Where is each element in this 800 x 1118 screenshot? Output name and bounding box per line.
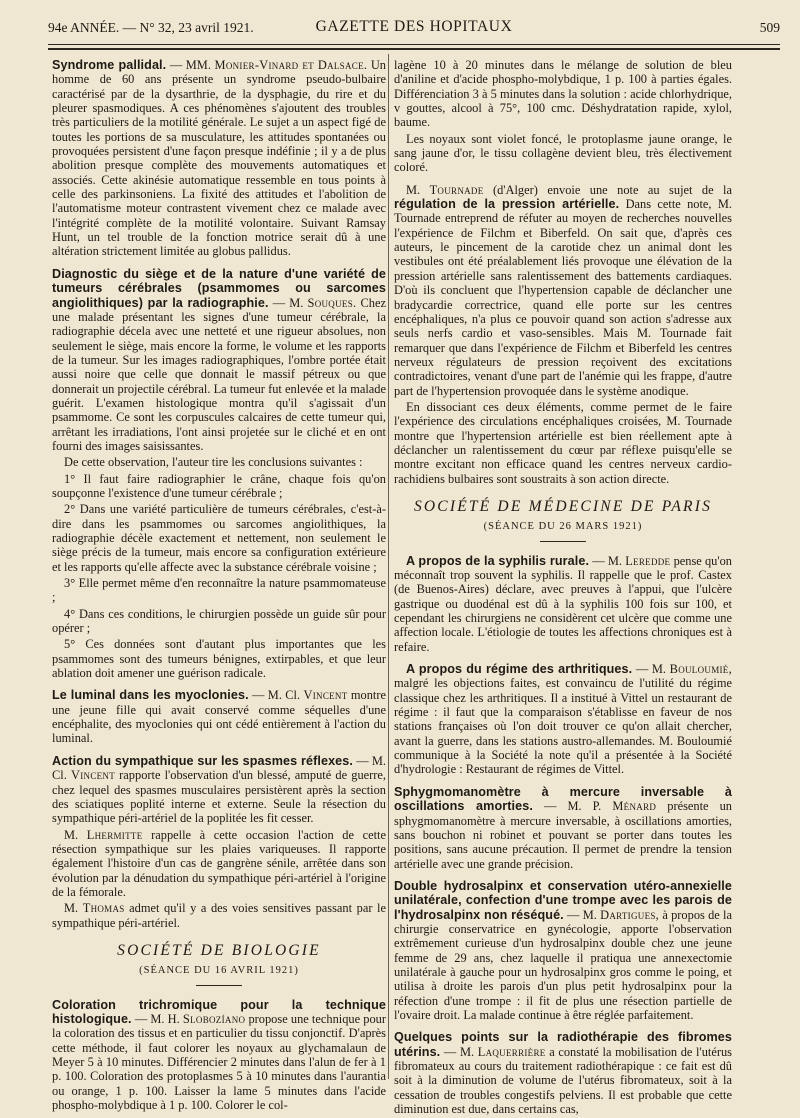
paragraph: De cette observation, l'auteur tire les conclusions suivantes : [64, 455, 363, 470]
article-title: régulation de la pression artérielle. [394, 197, 620, 212]
conclusion-2: 2° Dans une variété particulière de tumeurs cérébrales, c'est-à-dire dans les psammomes ou sarcomes angiolithiques, la radiographie décèle exactement et nettement, non seulement le siège précis de la tumeur, mais encore sa configuration extérieure et les rapports qu'elle affecte avec la substance cérébrale voisine ; [52, 502, 386, 574]
article-title: Syndrome pallidal. [52, 58, 167, 72]
seance-date: (SÉANCE DU 26 MARS 1921) [483, 521, 643, 533]
paragraph: lagène 10 à 20 minutes dans le mélange de solution de bleu d'aniline et d'acide phospho-molybdique, 1 p. 100 à parties égales. Différenciation 3 à 5 minutes dans la solution : acide chlorhydrique, v gouttes, alcool à 75°, 100 cmc. Déshydratation rapide, xylol, baume. [394, 58, 732, 130]
article-tumeurs-cerebrales: Diagnostic du siège et de la nature d'une variété de tumeurs cérébrales (psammomes ou sarcomes angiolithiques) par la radiographie. — M. Souques. Chez une malade présentant les signes d'une tumeur cérébrale, la radiographie décela avec une netteté et une rigueur absolues, non seulement le siège, mais encore la forme, le volume et les rapports de la tumeur. Sur les images radiographiques, l'ombre portée était aussi noire que celle que donnait le massif pétreux ou que donnerait un projectile cérébral. La tumeur fut enlevée et la malade guérit. L'examen histologique montra qu'il s'agissait d'un psammome. Ce sont les corpuscules calcaires de cette tumeur qui, arrêtant les irradiations, l'ont ainsi projetée sur le cliché et en ont fourni des images saisissantes. [52, 266, 386, 453]
journal-title: GAZETTE DES HOPITAUX [315, 18, 513, 35]
conclusion-4: 4° Dans ces conditions, le chirurgien possède un guide sûr pour opérer ; [52, 606, 386, 636]
author: Souques. [307, 295, 357, 310]
author: Laquerrière [477, 1044, 546, 1059]
conclusion-5: 5° Ces données sont d'autant plus importantes que les psammomes sont des tumeurs bénignes, extirpables, et que leur ablation doit amener une guérison radicale. [52, 637, 386, 681]
section-rule [196, 985, 242, 986]
article-title: Coloration trichromique pour la technique histologique. [52, 997, 386, 1026]
article-title: Le luminal dans les myoclonies. [52, 688, 249, 703]
article-hydrosalpinx: Double hydrosalpinx et conservation utéro-annexielle unilatérale, confection d'une trompe avec les parois de l'hydrosalpinx non réséqué. — M. Dartigues, à propos de la chirurgie conservatrice en gynécologie, apporte l'observation extrêmement curieuse d'un hydrosalpinx double chez une jeune femme de 29 ans, chez laquelle il pratiqua une annexectomie unilatérale à gauche pour un hydrosalpinx gros comme le poing, et utilisa à droite les parois d'un plus petit hydrosalpinx pour la réfection d'une trompe : il fit de plus une résection partielle de l'ovaire droit. La malade continue à être réglée parfaitement. [394, 878, 732, 1022]
column-divider [388, 54, 389, 1079]
left-column [52, 58, 386, 1114]
article-arthritiques: A propos du régime des arthritiques. — M. Bouloumié, malgré les objections faites, est convaincu de l'utilité du régime classique chez les arthritiques. Il a institué à Vittel un restaurant de régime : il faut que la comparaison s'établisse en faveur de nos stations françaises où l'on doit trouver ce qu'on allait chercher, avant la guerre, dans les stations austro-allemandes. M. Bouloumié communique à la Société la note qu'il a présentée à la Société d'hydrologie : Restaurant de régimes de Vittel. [394, 662, 732, 777]
author: Thomas [82, 901, 125, 916]
article-sphygmomanometre: Sphygmomanomètre à mercure inversable à oscillations amorties. — M. P. Ménard présente un sphygmomanomètre à mercure inversable, à oscillations amorties, sans bouchon ni robinet et pouvant se porter dans toutes les positions, sans aucune précaution. Il permet de prendre la tension artérielle avec une grande précision. [394, 784, 732, 871]
article-syndrome-pallidal: Syndrome pallidal. — MM. Monier-Vinard et Dalsace. Un homme de 60 ans présente un syndrome pseudo-bulbaire caractérisé par de la dysarthrie, de la dysphagie, du rire et du pleurer spasmodiques. A ces phénomènes s'ajoutent des troubles très particuliers de la motilité générale. Le sujet a un aspect figé de toutes les portions de sa musculature, les attitudes spontanées ou provoquées persistent d'une façon presque indéfinie ; il y a de plus abolition presque complète des mouvements automatiques et associés. Cette akinésie automatique ressemble en tous points à celle des parkinsoniens. La fixité des attitudes et l'abolition de l'automatisme moteur contrastent vivement chez ce malade avec l'intégrité complète de la motilité volontaire. Suivant Ramsay Hunt, un tel trouble de la fonction motrice serait dû à une altération strictement limitée au globus pallidus. [52, 58, 386, 259]
issue-info: 94e ANNÉE. — N° 32, 23 avril 1921. [48, 20, 254, 35]
article-coloration: Coloration trichromique pour la technique histologique. — M. H. Slobozíano propose une technique pour la coloration des tissus et en particulier du tissu conjonctif. D'après cette méthode, il faut colorer les noyaux au glychamalaun de Meyer 5 à 10 minutes. Différencier 2 minutes dans l'alun de fer à 1 p. 100. Coloration des protoplasmes 5 à 10 minutes dans l'aurantia ou orange, 1 p. 100. Laisser la lame 5 minutes dans l'acide phospho-molybdique à 1 p. 100. Colorer le col- [52, 997, 386, 1113]
right-column [394, 58, 732, 1118]
article-radiotherapie: Quelques points sur la radiothérapie des fibromes utérins. — M. Laquerrière a constaté la mobilisation de l'utérus fibromateux au cours du traitement radiothérapique : ce fait est dû soit à la diminution de volume de l'utérus fibromateux, soit à la cessation de troubles congestifs pelviens. Il est probable que cette diminution est due, dans certains cas, [394, 1030, 732, 1117]
running-header [48, 16, 780, 42]
section-title-medecine: SOCIÉTÉ DE MÉDECINE DE PARIS [413, 497, 713, 515]
article-sympathique: Action du sympathique sur les spasmes réflexes. — M. Cl. Vincent rapporte l'observation d'un blessé, amputé de guerre, chez lequel des spasmes musculaires persistèrent après la section des sciatiques poplité interne et externe. Seule la résection du sympathique péri-artériel de la poplitée les fit cesser. [52, 753, 387, 826]
conclusion-3: 3° Elle permet même d'en reconnaître la nature psammomateuse ; [52, 576, 386, 605]
author: Slobozíano [182, 1011, 246, 1026]
author: Bouloumié, [669, 662, 732, 677]
article-luminal: Le luminal dans les myoclonies. — M. Cl. Vincent montre une jeune fille qui avait conservé comme séquelles d'une encéphalite, des myoclonies qui ont cédé entièrement à l'action du luminal. [52, 688, 387, 746]
author: Monier-Vinard et Dalsace. [214, 58, 368, 72]
author: Vincent [303, 688, 348, 703]
article-title: A propos de la syphilis rurale. [406, 553, 590, 568]
article-title: Sphygmomanomètre à mercure inversable à oscillations amorties. [394, 784, 732, 814]
author: Tournade [429, 182, 484, 197]
article-title: Diagnostic du siège et de la nature d'une variété de tumeurs cérébrales (psammomes ou sarcomes angiolithiques) par la radiographie. [52, 266, 386, 310]
paragraph: M. Lhermitte rappelle à cette occasion l'action de cette résection sympathique sur les plaies variqueuses. Il rapporte également l'histoire d'un cas de gangrène sénile, arrêtée dans son évolution par la dénudation du sympathique péri-artériel à l'origine de la fémorale. [52, 827, 386, 899]
article-title: Double hydrosalpinx et conservation utéro-annexielle unilatérale, confection d'une trompe avec les parois de l'hydrosalpinx non réséqué. [394, 878, 732, 922]
author: Dartigues, [600, 907, 660, 922]
article-syphilis: A propos de la syphilis rurale. — M. Leredde pense qu'on méconnaît trop souvent la syphilis. Il rappelle que le prof. Castex (de Buenos-Aires) déclare, avec preuves à l'appui, que l'ulcère gastrique ou duodénal est dû à la syphilis 100 fois sur 100, et cependant les chirurgiens ne considèrent cet ulcère que comme une affection locale. L'étiologie de toutes les affections chroniques est à refaire. [394, 553, 732, 654]
author: Leredde [625, 553, 671, 568]
paragraph: En dissociant ces deux éléments, comme permet de le faire l'expérience des circulations encéphaliques croisées, M. Tournade montre que l'hypertension artérielle est bien réellement apte à déclancher un ralentissement du cœur par réflexe puisqu'elle se montre excitant non efficace quand les centres nerveux cardio-rachidiens bulbaires sont soustraits à son action directe. [394, 399, 732, 486]
article-title: Quelques points sur la radiothérapie des fibromes utérins. [394, 1030, 732, 1059]
author: Ménard [612, 799, 657, 814]
author: Vincent [70, 768, 116, 783]
paragraph: M. Thomas admet qu'il y a des voies sensitives passant par le sympathique péri-artériel. [52, 901, 386, 930]
header-rule-top [48, 44, 780, 45]
section-rule [540, 541, 586, 542]
section-title-biologie: SOCIÉTÉ DE BIOLOGIE [117, 941, 321, 959]
seance-date: (SÉANCE DU 16 AVRIL 1921) [139, 965, 299, 977]
article-title: Action du sympathique sur les spasmes réflexes. [52, 753, 353, 768]
conclusion-1: 1° Il faut faire radiographier le crâne, chaque fois qu'on soupçonne l'existence d'une tumeur cérébrale ; [52, 471, 386, 500]
header-rule-bottom [48, 48, 780, 50]
page-number: 509 [759, 20, 780, 35]
author: Lhermitte [86, 827, 143, 842]
paragraph: Les noyaux sont violet foncé, le protoplasme jaune orange, le sang jaune d'or, le tissu collagène devient bleu, très électivement coloré. [394, 131, 732, 175]
article-title: A propos du régime des arthritiques. [406, 662, 633, 677]
article-regulation: M. Tournade (d'Alger) envoie une note au sujet de la régulation de la pression artérielle. Dans cette note, M. Tournade entreprend de réfuter au moyen de recherches nouvelles l'expérience de Filchm et Biberfeld. On sait que, d'après ces auteurs, le pincement de la carotide chez un animal dont les vestibules ont été préalablement liés provoque une élévation de la pression artérielle sans ralentissement des battements cardiaques. D'où ils concluent que l'hypertension capable de déclancher une bradycardie correctrice, quand elle porte sur les centres encéphaliques, n'a plus ce pouvoir quand son action s'adresse aux seuls nerfs cardio et vaso-sensibles. Mais M. Tournade fait remarquer que dans l'expérience de Filchm et Biberfeld les centres nerveux régulateurs de pression reçoivent des excitations contradictoires, venant d'une part de l'anémie qui les frappe, d'autre part de l'hypertension provoquée dans le système anodique. [394, 182, 732, 398]
